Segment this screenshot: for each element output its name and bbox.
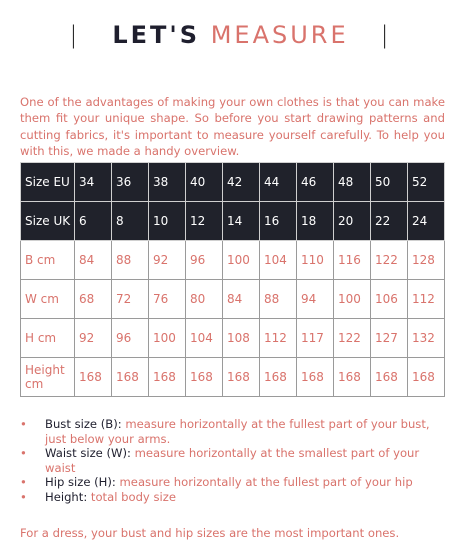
bullet-icon: • xyxy=(20,489,27,504)
table-cell: 88 xyxy=(260,280,297,319)
row-label: B cm xyxy=(21,241,75,280)
footer-note: For a dress, your bust and hip sizes are the most important ones. xyxy=(20,525,400,540)
table-cell: 52 xyxy=(408,163,445,202)
list-item xyxy=(20,490,445,505)
table-row xyxy=(21,358,445,397)
table-cell: 96 xyxy=(112,319,149,358)
table-row xyxy=(21,319,445,358)
table-cell: 76 xyxy=(149,280,186,319)
table-cell: 12 xyxy=(186,202,223,241)
measurement-notes xyxy=(20,417,445,504)
table-cell: 122 xyxy=(334,319,371,358)
note-description: measure horizontally at the smallest part of your waist xyxy=(45,446,420,475)
title-measure: MEASURE xyxy=(210,21,349,49)
table-cell: 14 xyxy=(223,202,260,241)
table-cell: 100 xyxy=(149,319,186,358)
table-cell: 48 xyxy=(334,163,371,202)
table-cell: 168 xyxy=(297,358,334,397)
table-cell: 132 xyxy=(408,319,445,358)
table-cell: 18 xyxy=(297,202,334,241)
table-cell: 168 xyxy=(334,358,371,397)
note-description: measure horizontally at the fullest part of your hip xyxy=(115,475,413,489)
table-cell: 94 xyxy=(297,280,334,319)
table-cell: 92 xyxy=(149,241,186,280)
table-cell: 100 xyxy=(334,280,371,319)
page-title xyxy=(0,20,461,50)
table-cell: 168 xyxy=(371,358,408,397)
table-cell: 22 xyxy=(371,202,408,241)
table-cell: 40 xyxy=(186,163,223,202)
table-cell: 108 xyxy=(223,319,260,358)
table-cell: 92 xyxy=(75,319,112,358)
table-cell: 42 xyxy=(223,163,260,202)
table-cell: 34 xyxy=(75,163,112,202)
row-label: H cm xyxy=(21,319,75,358)
list-item xyxy=(20,417,445,446)
table-cell: 36 xyxy=(112,163,149,202)
table-cell: 168 xyxy=(149,358,186,397)
table-cell: 112 xyxy=(260,319,297,358)
table-cell: 104 xyxy=(186,319,223,358)
table-cell: 116 xyxy=(334,241,371,280)
table-row xyxy=(21,163,445,202)
title-lets: LET'S xyxy=(112,21,201,49)
table-cell: 72 xyxy=(112,280,149,319)
list-item xyxy=(20,446,445,475)
table-cell: 128 xyxy=(408,241,445,280)
note-description: measure horizontally at the fullest part of your bust, just below your arms. xyxy=(45,417,430,446)
table-cell: 46 xyxy=(297,163,334,202)
note-description: total body size xyxy=(87,489,176,504)
bullet-icon: • xyxy=(20,475,27,489)
table-cell: 44 xyxy=(260,163,297,202)
table-row xyxy=(21,280,445,319)
table-row xyxy=(21,241,445,280)
table-cell: 16 xyxy=(260,202,297,241)
table-cell: 80 xyxy=(186,280,223,319)
table-cell: 10 xyxy=(149,202,186,241)
intro-paragraph: One of the advantages of making your own clothes is that you can make them fit your unique shape. So before you start drawing patterns and cutting fabrics, it's important to measure yourself carefully. To help you with this, we made a handy overview. xyxy=(20,94,445,159)
table-cell: 6 xyxy=(75,202,112,241)
table-cell: 20 xyxy=(334,202,371,241)
table-cell: 100 xyxy=(223,241,260,280)
note-term: Hip size (H): xyxy=(45,475,116,489)
row-label: Size UK xyxy=(21,202,75,241)
table-cell: 38 xyxy=(149,163,186,202)
table-cell: 24 xyxy=(408,202,445,241)
table-cell: 168 xyxy=(112,358,149,397)
table-cell: 88 xyxy=(112,241,149,280)
table-cell: 50 xyxy=(371,163,408,202)
row-label: Height cm xyxy=(21,358,75,397)
table-cell: 168 xyxy=(186,358,223,397)
size-table xyxy=(20,162,445,397)
table-cell: 122 xyxy=(371,241,408,280)
table-cell: 110 xyxy=(297,241,334,280)
table-cell: 168 xyxy=(260,358,297,397)
table-row xyxy=(21,202,445,241)
note-term: Bust size (B): xyxy=(45,417,122,431)
note-term: Waist size (W): xyxy=(45,446,131,460)
table-cell: 8 xyxy=(112,202,149,241)
table-cell: 84 xyxy=(75,241,112,280)
table-cell: 168 xyxy=(408,358,445,397)
title-divider-right: | xyxy=(380,21,392,49)
list-item xyxy=(20,475,445,490)
bullet-icon: • xyxy=(20,417,27,431)
table-cell: 117 xyxy=(297,319,334,358)
title-divider-left: | xyxy=(69,21,81,49)
table-cell: 84 xyxy=(223,280,260,319)
note-term: Height: xyxy=(45,489,88,504)
table-cell: 127 xyxy=(371,319,408,358)
row-label: W cm xyxy=(21,280,75,319)
row-label: Size EU xyxy=(21,163,75,202)
table-cell: 104 xyxy=(260,241,297,280)
table-cell: 106 xyxy=(371,280,408,319)
table-cell: 168 xyxy=(75,358,112,397)
table-cell: 112 xyxy=(408,280,445,319)
table-cell: 96 xyxy=(186,241,223,280)
bullet-icon: • xyxy=(20,446,27,460)
table-cell: 168 xyxy=(223,358,260,397)
size-table-body xyxy=(21,163,445,397)
table-cell: 68 xyxy=(75,280,112,319)
